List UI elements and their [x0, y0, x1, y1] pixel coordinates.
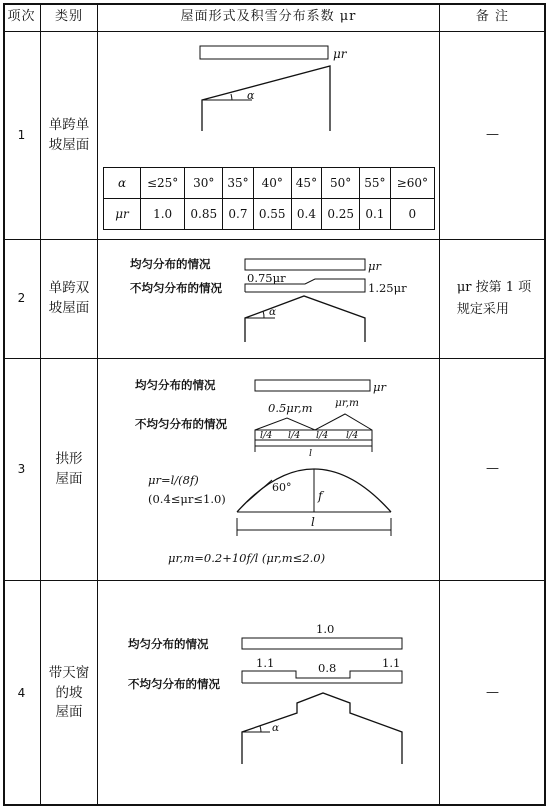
row-3-number: 3 — [17, 461, 26, 476]
angle-cell: 45° — [291, 168, 322, 199]
row-4-note: — — [486, 685, 499, 701]
base-span-label: l — [311, 515, 315, 529]
row-3-category: 拱形 屋面 — [55, 450, 83, 487]
mu-cell: 0.1 — [360, 199, 391, 230]
mu-header: μr — [104, 199, 141, 230]
angle-cell: 40° — [253, 168, 291, 199]
mu-cell: 0.85 — [185, 199, 223, 230]
header-col-note: 备 注 — [475, 9, 510, 25]
left-value: 0.75μr — [247, 271, 286, 285]
row-1-number: 1 — [17, 127, 26, 142]
mu-label: μr — [373, 380, 386, 394]
mu-cell: 0.7 — [223, 199, 254, 230]
angle-label: α — [269, 306, 277, 318]
formula-peak: μr,m=0.2+10f/l (μr,m≤2.0) — [168, 551, 326, 565]
tangent-angle-label: 60° — [272, 481, 292, 494]
uniform-value: 1.0 — [316, 622, 335, 636]
quarter-label: l/4 — [288, 430, 301, 441]
nonuniform-label: 不均匀分布的情况 — [128, 677, 220, 691]
angle-arc — [260, 726, 261, 732]
half-value-label: 0.5μr,m — [268, 401, 313, 415]
nonuniform-label: 不均匀分布的情况 — [130, 281, 222, 295]
peak-value-label: μr,m — [335, 397, 359, 409]
angle-cell: 30° — [185, 168, 223, 199]
span-label: l — [309, 448, 313, 459]
row-2-category: 单跨双 坡屋面 — [48, 280, 90, 316]
angle-cell: 50° — [322, 168, 360, 199]
quarter-label: l/4 — [260, 430, 273, 441]
row-1-category: 单跨单 坡屋面 — [48, 116, 90, 153]
uniform-load-bar — [242, 638, 402, 649]
angle-label: α — [247, 89, 255, 102]
skylight-roof — [242, 693, 402, 764]
angle-cell: ≥60° — [390, 168, 434, 199]
mu-label: μr — [368, 259, 381, 273]
mu-cell: 0 — [390, 199, 434, 230]
uniform-label: 均匀分布的情况 — [130, 257, 211, 271]
angle-cell: 35° — [223, 168, 254, 199]
header-col-category: 类别 — [54, 9, 83, 25]
row-3-note: — — [486, 461, 499, 477]
rise-label: f — [318, 489, 323, 503]
row-1-note: — — [486, 127, 499, 143]
row-2-number: 2 — [17, 291, 26, 306]
row-4-number: 4 — [17, 685, 26, 700]
mu-cell: 1.0 — [141, 199, 185, 230]
row-2-note: μr 按第 1 项 规定采用 — [456, 279, 532, 317]
quarter-label: l/4 — [316, 430, 329, 441]
angle-label: α — [272, 722, 280, 734]
uniform-label: 均匀分布的情况 — [135, 378, 216, 392]
left-value: 1.1 — [256, 656, 275, 670]
formula-mu: μr=l/(8f) — [148, 473, 199, 487]
mid-value: 0.8 — [318, 661, 337, 675]
nonuniform-label: 不均匀分布的情况 — [135, 417, 227, 431]
right-value: 1.1 — [382, 656, 401, 670]
header-col-no: 项次 — [7, 9, 36, 25]
angle-cell: ≤25° — [141, 168, 185, 199]
quarter-label: l/4 — [346, 430, 359, 441]
mu-cell: 0.25 — [322, 199, 360, 230]
alpha-header: α — [104, 168, 141, 199]
formula-range: (0.4≤μr≤1.0) — [148, 492, 226, 506]
uniform-label: 均匀分布的情况 — [128, 637, 209, 651]
header-col-form: 屋面形式及积雪分布系数 μr — [180, 9, 357, 25]
row-4-category: 带天窗 的坡 屋面 — [48, 665, 90, 721]
mu-cell: 0.4 — [291, 199, 322, 230]
mu-cell: 0.55 — [253, 199, 291, 230]
angle-cell: 55° — [360, 168, 391, 199]
mu-label: μr — [333, 47, 347, 61]
right-value: 1.25μr — [368, 281, 407, 295]
